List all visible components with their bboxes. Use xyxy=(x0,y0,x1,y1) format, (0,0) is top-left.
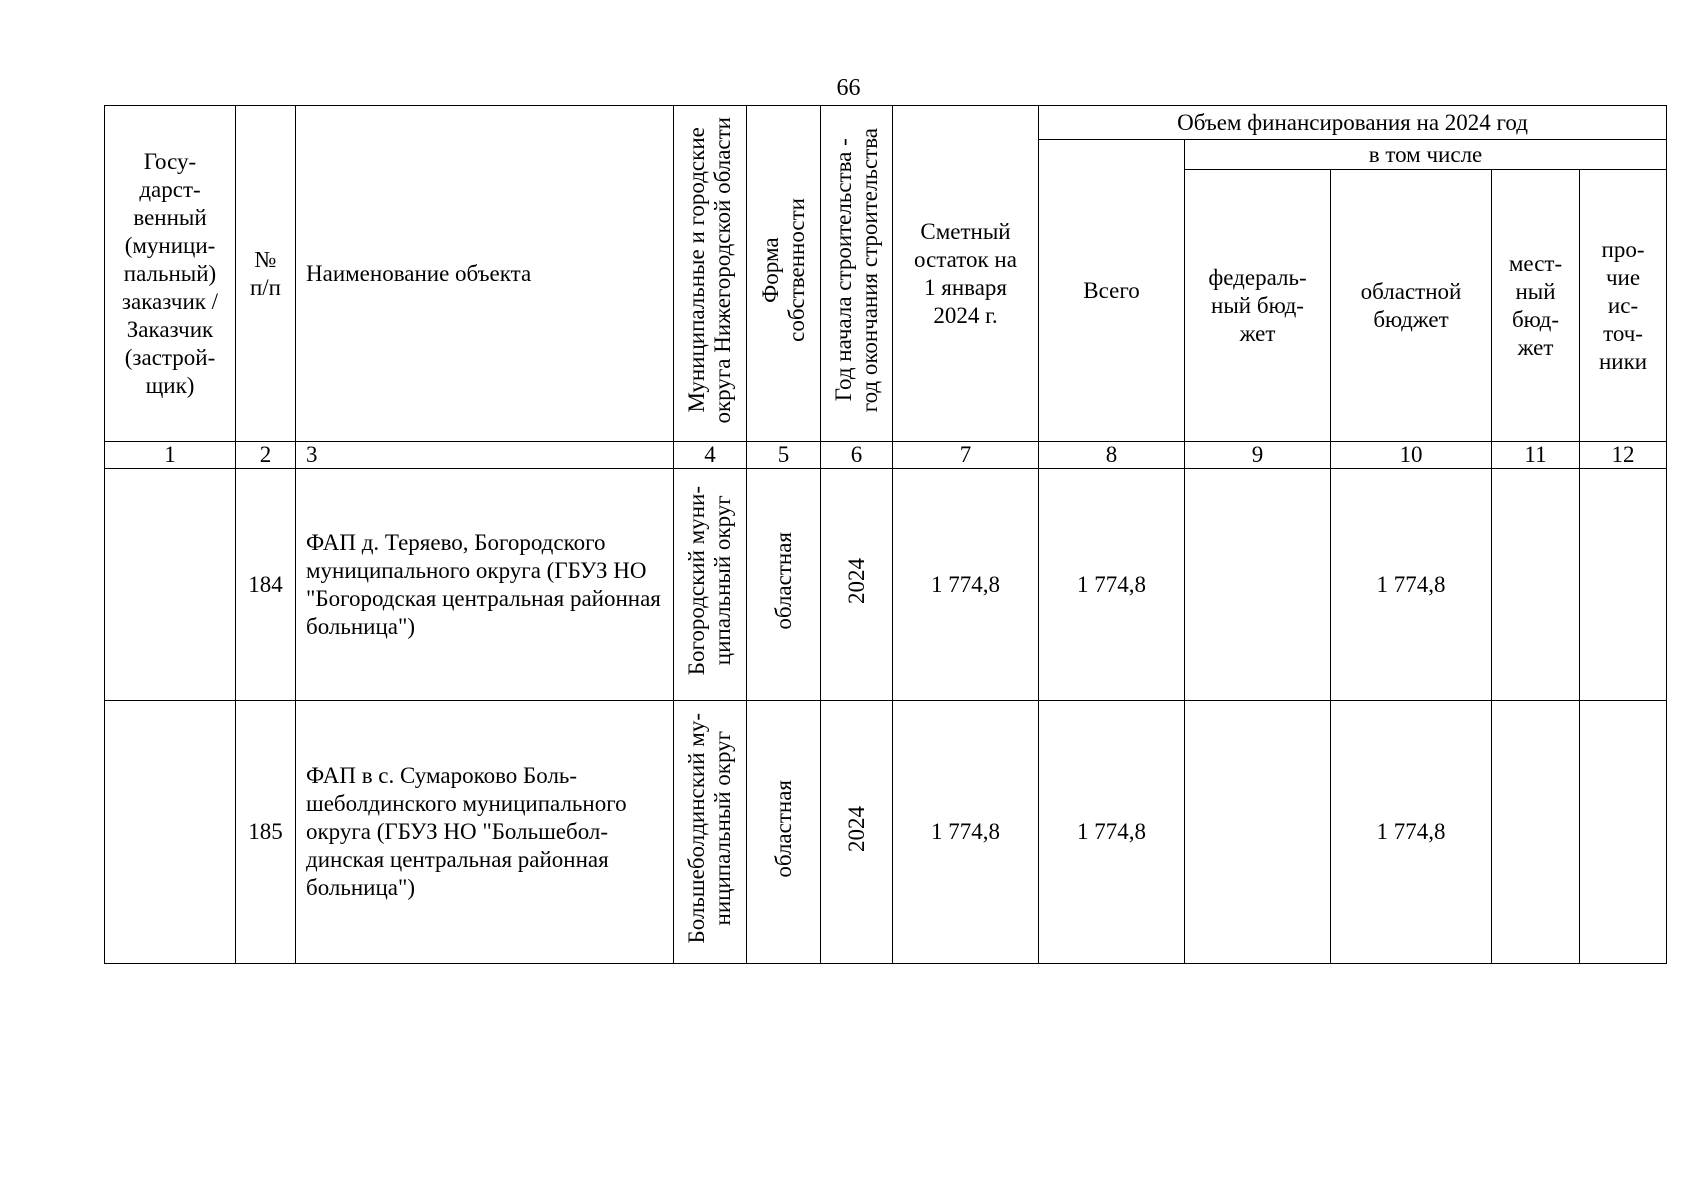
row-object-name: ФАП д. Теряево, Богородского муниципального округа (ГБУЗ НО "Богородская центральная районная больница") xyxy=(296,469,674,701)
column-number-row xyxy=(105,442,1667,469)
row-object-name: ФАП в с. Сумароково Боль- шеболдинского муниципального округа (ГБУЗ НО "Большебол- динская центральная районная больница") xyxy=(296,701,674,964)
column-number: 2 xyxy=(236,442,296,469)
table-row xyxy=(105,469,1667,701)
row-total: 1 774,8 xyxy=(1039,469,1185,701)
row-other xyxy=(1580,701,1667,964)
column-number: 6 xyxy=(821,442,893,469)
col-municipality-header: Муниципальные и городские округа Нижегородской области xyxy=(674,106,747,442)
row-years: 2024 xyxy=(821,701,893,964)
col-ownership-header: Форма собственности xyxy=(747,106,821,442)
column-number: 11 xyxy=(1492,442,1580,469)
col-total-header: Всего xyxy=(1039,140,1185,442)
row-ownership: областная xyxy=(747,469,821,701)
financing-table xyxy=(104,105,1667,964)
column-number: 7 xyxy=(893,442,1039,469)
row-number: 185 xyxy=(236,701,296,964)
row-total: 1 774,8 xyxy=(1039,701,1185,964)
row-customer xyxy=(105,701,236,964)
column-number: 1 xyxy=(105,442,236,469)
col-including-header: в том числе xyxy=(1185,140,1667,170)
row-municipality: Большеболдинский му- ниципальный округ xyxy=(674,701,747,964)
row-regional: 1 774,8 xyxy=(1331,469,1492,701)
col-estimate-header: Сметный остаток на 1 января 2024 г. xyxy=(893,106,1039,442)
row-federal xyxy=(1185,469,1331,701)
col-name-header: Наименование объекта xyxy=(296,106,674,442)
col-customer-header: Госу- дарст- венный (муници- пальный) заказчик / Заказчик (застрой- щик) xyxy=(105,106,236,442)
row-federal xyxy=(1185,701,1331,964)
col-federal-header: федераль- ный бюд- жет xyxy=(1185,170,1331,442)
page-number: 66 xyxy=(836,75,861,101)
row-local xyxy=(1492,701,1580,964)
col-local-header: мест- ный бюд- жет xyxy=(1492,170,1580,442)
column-number: 5 xyxy=(747,442,821,469)
row-customer xyxy=(105,469,236,701)
column-number: 12 xyxy=(1580,442,1667,469)
row-estimate: 1 774,8 xyxy=(893,701,1039,964)
table-row xyxy=(105,701,1667,964)
row-number: 184 xyxy=(236,469,296,701)
row-ownership: областная xyxy=(747,701,821,964)
col-regional-header: областной бюджет xyxy=(1331,170,1492,442)
col-other-header: про- чие ис- точ- ники xyxy=(1580,170,1667,442)
row-other xyxy=(1580,469,1667,701)
col-financing-header: Объем финансирования на 2024 год xyxy=(1039,106,1667,140)
column-number: 10 xyxy=(1331,442,1492,469)
row-local xyxy=(1492,469,1580,701)
row-regional: 1 774,8 xyxy=(1331,701,1492,964)
row-municipality: Богородский муни- ципальный округ xyxy=(674,469,747,701)
column-number: 3 xyxy=(296,442,674,469)
row-years: 2024 xyxy=(821,469,893,701)
column-number: 8 xyxy=(1039,442,1185,469)
header-row-1 xyxy=(105,106,1667,140)
col-years-header: Год начала строительства - год окончания строительства xyxy=(821,106,893,442)
column-number: 4 xyxy=(674,442,747,469)
col-num-header: № п/п xyxy=(236,106,296,442)
row-estimate: 1 774,8 xyxy=(893,469,1039,701)
column-number: 9 xyxy=(1185,442,1331,469)
